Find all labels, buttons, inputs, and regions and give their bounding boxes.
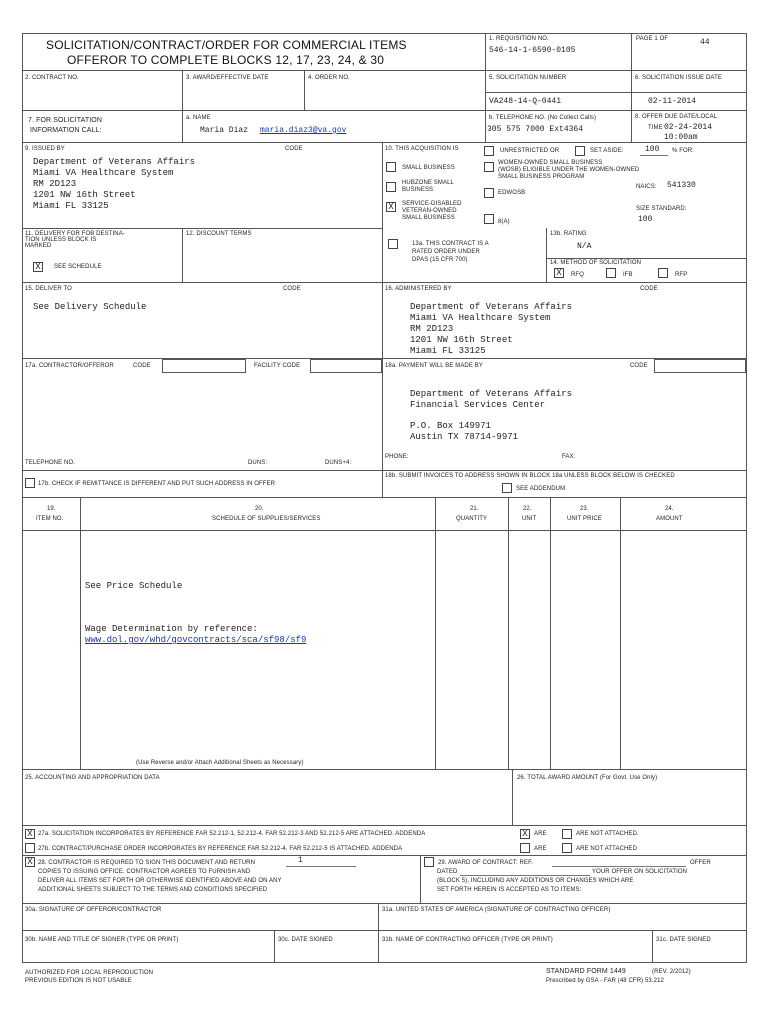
award-date-label: 3. AWARD/EFFECTIVE DATE xyxy=(186,75,269,81)
name-label: a. NAME xyxy=(186,115,211,121)
address-line: Department of Veterans Affairs xyxy=(410,389,573,399)
col23-header: UNIT PRICE xyxy=(567,516,602,522)
address-line: 1201 NW 16th Street xyxy=(410,335,513,345)
ifb-checkbox[interactable] xyxy=(606,268,616,278)
award-29-line3: (BLOCK 5), INCLUDING ANY ADDITIONS OR CHANGES WHICH ARE xyxy=(437,878,634,884)
see-addendum-label: SEE ADDENDUM xyxy=(516,486,566,492)
payment-code-field[interactable] xyxy=(654,359,746,373)
offer-due-date[interactable]: 02-24-2014 xyxy=(664,123,713,132)
sdvosb-checkbox[interactable]: X xyxy=(386,202,396,212)
acquisition-label: 10. THIS ACQUISITION IS xyxy=(385,146,459,152)
address-line: Financial Services Center xyxy=(410,400,546,410)
signature-30a-label: 30a. SIGNATURE OF OFFEROR/CONTRACTOR xyxy=(25,907,162,913)
col24-number: 24. xyxy=(665,506,674,512)
addenda-b-are-not-checkbox[interactable] xyxy=(562,843,572,853)
contact-email-link[interactable]: maria.diaz3@va.gov xyxy=(260,126,347,135)
award-29-line4: SET FORTH HEREIN IS ACCEPTED AS TO ITEMS: xyxy=(437,887,582,893)
address-line: Austin TX 78714-9971 xyxy=(410,432,519,442)
form-subtitle: OFFEROR TO COMPLETE BLOCKS 12, 17, 23, 24, & 30 xyxy=(67,53,385,67)
administered-code-label: CODE xyxy=(640,286,658,292)
addenda-b-are-label: ARE xyxy=(534,846,547,852)
address-line: Department of Veterans Affairs xyxy=(33,157,196,167)
wosb-label-3: SMALL BUSINESS PROGRAM xyxy=(498,174,585,180)
address-line: Miami FL 33125 xyxy=(410,346,486,356)
phone-label: PHONE: xyxy=(385,454,409,460)
payment-code-label: CODE xyxy=(630,363,648,369)
ifb-label: IFB xyxy=(623,272,633,278)
addenda-are-checkbox[interactable]: X xyxy=(520,829,530,839)
footer-form: STANDARD FORM 1449 xyxy=(546,968,626,975)
facility-code-label: FACILITY CODE xyxy=(254,363,301,369)
percent-for-label: % FOR: xyxy=(672,148,694,154)
naics-label: NAICS: xyxy=(636,184,657,190)
address-line: Department of Veterans Affairs xyxy=(410,302,573,312)
rating-value[interactable]: N/A xyxy=(577,242,592,251)
clause-28-line4: ADDITIONAL SHEETS SUBJECT TO THE TERMS AND CONDITIONS SPECIFIED xyxy=(38,887,268,893)
addenda-b-are-checkbox[interactable] xyxy=(520,843,530,853)
rfq-checkbox[interactable]: X xyxy=(554,268,564,278)
contractor-label: 17a. CONTRACTOR/OFFEROR xyxy=(25,363,114,369)
footer-prescribed: Prescribed by GSA - FAR (48 CFR) 53.212 xyxy=(546,978,664,984)
delivery-fob-label: 11. DELIVERY FOR FOB DESTINA- xyxy=(25,231,125,237)
rated-order-label-3: DPAS (15 CFR 700) xyxy=(412,257,468,263)
telephone-no-label: TELEPHONE NO. xyxy=(25,460,75,466)
address-line: Miami VA Healthcare System xyxy=(33,168,174,178)
clause-28-line1: 28. CONTRACTOR IS REQUIRED TO SIGN THIS DOCUMENT AND RETURN xyxy=(38,860,256,866)
addenda-are-not-checkbox[interactable] xyxy=(562,829,572,839)
small-business-label: SMALL BUSINESS xyxy=(402,165,455,171)
accounting-label: 25. ACCOUNTING AND APPROPRIATION DATA xyxy=(25,775,160,781)
see-schedule-checkbox[interactable]: X xyxy=(33,262,43,272)
order-no-label: 4. ORDER NO. xyxy=(308,75,350,81)
sdvosb-label: SERVICE-DISABLED xyxy=(402,201,462,207)
addenda-are-not-label: ARE NOT ATTACHED. xyxy=(576,831,639,837)
reverse-note: (Use Reverse and/or Attach Additional Sheets as Necessary) xyxy=(136,760,304,766)
clause-27b-checkbox[interactable] xyxy=(25,843,35,853)
dated-label: DATED xyxy=(437,869,458,875)
solicitation-no-label: 5. SOLICITATION NUMBER xyxy=(489,75,567,81)
submit-invoices-label: 18b. SUBMIT INVOICES TO ADDRESS SHOWN IN BLOCK 18a UNLESS BLOCK BELOW IS CHECKED xyxy=(385,473,675,479)
telephone-value[interactable]: 305 575 7000 Ext4364 xyxy=(487,125,584,134)
naics-value[interactable]: 541330 xyxy=(667,181,696,190)
address-line: RM 2D123 xyxy=(33,179,77,189)
payment-by-label: 18a. PAYMENT WILL BE MADE BY xyxy=(385,363,483,369)
col21-number: 21. xyxy=(470,506,479,512)
address-line: RM 2D123 xyxy=(410,324,454,334)
wage-determination-label: Wage Determination by reference: xyxy=(85,624,258,634)
signer-30b-label: 30b. NAME AND TITLE OF SIGNER (TYPE OR PRINT) xyxy=(25,937,179,943)
edwosb-checkbox[interactable] xyxy=(484,188,494,198)
address-line: P.O. Box 149971 xyxy=(410,421,492,431)
addenda-b-are-not-label: ARE NOT ATTACHED xyxy=(576,846,637,852)
col19-header: ITEM NO. xyxy=(36,516,64,522)
size-standard-label: SIZE STANDARD: xyxy=(636,206,687,212)
col21-header: QUANTITY xyxy=(456,516,488,522)
hubzone-label: HUBZONE SMALL xyxy=(402,180,454,186)
offer-due-time[interactable]: 10:00am xyxy=(664,133,698,142)
copies-value[interactable]: 1 xyxy=(298,856,303,865)
contact-name[interactable]: Maria Diaz xyxy=(200,126,249,135)
col19-number: 19. xyxy=(47,506,56,512)
delivery-fob-label-2: TION UNLESS BLOCK IS xyxy=(25,237,97,243)
small-business-checkbox[interactable] xyxy=(386,162,396,172)
signature-31a-label: 31a. UNITED STATES OF AMERICA (SIGNATURE OF CONTRACTING OFFICER) xyxy=(382,907,611,913)
issue-date-value[interactable]: 02-11-2014 xyxy=(648,97,697,106)
issue-date-label: 6. SOLICITATION ISSUE DATE xyxy=(635,75,722,81)
wosb-label: WOMEN-OWNED SMALL BUSINESS xyxy=(498,160,603,166)
edwosb-label: EDWOSB xyxy=(498,190,526,196)
unrestricted-label: UNRESTRICTED OR xyxy=(500,148,560,154)
contractor-code-label: CODE xyxy=(133,363,151,369)
form-title: SOLICITATION/CONTRACT/ORDER FOR COMMERCIAL ITEMS xyxy=(46,38,407,52)
set-aside-label: SET ASIDE: xyxy=(590,148,624,154)
page-label: PAGE 1 OF xyxy=(636,36,669,42)
method-label: 14. METHOD OF SOLICITATION xyxy=(550,260,642,266)
hubzone-label-2: BUSINESS xyxy=(402,187,434,193)
footer-rev: (REV. 2/2012) xyxy=(652,969,691,975)
award-29-line1: 29. AWARD OF CONTRACT: REF. xyxy=(438,860,533,866)
col24-header: AMOUNT xyxy=(656,516,683,522)
rated-order-label-2: RATED ORDER UNDER xyxy=(412,249,480,255)
contractor-code-field[interactable] xyxy=(162,359,246,373)
rfp-checkbox[interactable] xyxy=(658,268,668,278)
clause-28-line2: COPIES TO ISSUING OFFICE. CONTRACTOR AGREES TO FURNISH AND xyxy=(38,869,251,875)
clause-28-checkbox[interactable]: X xyxy=(25,857,35,867)
clause-27b-text: 27b. CONTRACT/PURCHASE ORDER INCORPORATES BY REFERENCE FAR 52.212-4. FAR 52.212-5 IS ATTACHED. ADDENDA xyxy=(38,846,403,852)
sdvosb-label-3: SMALL BUSINESS xyxy=(402,215,455,221)
address-line: Miami FL 33125 xyxy=(33,201,109,211)
sdvosb-label-2: VETERAN-OWNED xyxy=(402,208,457,214)
deliver-to-label: 15. DELIVER TO xyxy=(25,286,72,292)
issued-by-code-label: CODE xyxy=(285,146,303,152)
footer-prev: PREVIOUS EDITION IS NOT USABLE xyxy=(25,978,132,984)
see-addendum-checkbox[interactable] xyxy=(502,483,512,493)
col22-header: UNIT xyxy=(522,516,537,522)
your-offer-label: YOUR OFFER ON SOLICITATION xyxy=(592,869,688,875)
see-price-schedule: See Price Schedule xyxy=(85,581,183,591)
offer-due-label: 8. OFFER DUE DATE/LOCAL xyxy=(635,114,718,120)
set-aside-checkbox[interactable] xyxy=(575,146,585,156)
address-line: 1201 NW 16th Street xyxy=(33,190,136,200)
col20-number: 20. xyxy=(255,506,264,512)
size-standard-value[interactable]: 100 xyxy=(638,215,653,224)
fax-label: FAX: xyxy=(562,454,576,460)
telephone-label: b. TELEPHONE NO. (No Collect Calls) xyxy=(489,115,597,121)
solicitation-info-label-2: INFORMATION CALL: xyxy=(30,127,102,134)
solicitation-info-label: 7. FOR SOLICITATION xyxy=(28,117,102,124)
hubzone-checkbox[interactable] xyxy=(386,182,396,192)
offer-label: OFFER xyxy=(690,860,711,866)
date-31c-label: 31c. DATE SIGNED xyxy=(656,937,711,943)
requisition-label: 1. REQUISITION NO. xyxy=(489,36,549,42)
rfp-label: RFP xyxy=(675,272,688,278)
wage-determination-link[interactable]: www.dol.gov/whd/govcontracts/sca/sf98/sf9 xyxy=(85,635,307,645)
clause-28-line3: DELIVER ALL ITEMS SET FORTH OR OTHERWISE IDENTIFIED ABOVE AND ON ANY xyxy=(38,878,282,884)
col22-number: 22. xyxy=(523,506,532,512)
award-29-checkbox[interactable] xyxy=(424,857,434,867)
time-label: TIME xyxy=(648,125,663,131)
facility-code-field[interactable] xyxy=(310,359,382,373)
remittance-checkbox[interactable] xyxy=(25,478,35,488)
clause-27a-checkbox[interactable]: X xyxy=(25,829,35,839)
duns-label: DUNS: xyxy=(248,460,268,466)
rated-order-checkbox[interactable] xyxy=(388,239,398,249)
total-award-label: 26. TOTAL AWARD AMOUNT (For Govt. Use Only) xyxy=(517,775,658,781)
eight-a-checkbox[interactable] xyxy=(484,214,494,224)
wosb-label-2: (WOSB) ELIGIBLE UNDER THE WOMEN-OWNED xyxy=(498,167,640,173)
delivery-fob-label-3: MARKED xyxy=(25,243,52,249)
deliver-to-code-label: CODE xyxy=(283,286,301,292)
contract-no-label: 2. CONTRACT NO. xyxy=(25,75,79,81)
administered-by-label: 16. ADMINISTERED BY xyxy=(385,286,452,292)
issued-by-label: 9. ISSUED BY xyxy=(25,146,65,152)
unrestricted-checkbox[interactable] xyxy=(484,146,494,156)
col23-number: 23. xyxy=(580,506,589,512)
deliver-to-value[interactable]: See Delivery Schedule xyxy=(33,302,147,312)
rfq-label: RFQ xyxy=(571,272,584,278)
address-line: Miami VA Healthcare System xyxy=(410,313,551,323)
addenda-are-label: ARE xyxy=(534,831,547,837)
date-30c-label: 30c. DATE SIGNED xyxy=(278,937,333,943)
set-aside-percent[interactable]: 100 xyxy=(645,145,660,154)
eight-a-label: 8(A) xyxy=(498,219,510,225)
rating-label: 13b. RATING xyxy=(550,231,587,237)
footer-auth: AUTHORIZED FOR LOCAL REPRODUCTION xyxy=(25,970,154,976)
duns4-label: DUNS+4: xyxy=(325,460,352,466)
requisition-value[interactable]: 546-14-1-6590-0105 xyxy=(489,46,576,55)
remittance-label: 17b. CHECK IF REMITTANCE IS DIFFERENT AND PUT SUCH ADDRESS IN OFFER xyxy=(38,481,276,487)
wosb-checkbox[interactable] xyxy=(484,162,494,172)
see-schedule-label: SEE SCHEDULE xyxy=(54,264,102,270)
col20-header: SCHEDULE OF SUPPLIES/SERVICES xyxy=(212,516,321,522)
officer-31b-label: 31b. NAME OF CONTRACTING OFFICER (TYPE OR PRINT) xyxy=(382,937,553,943)
rated-order-label: 13a. THIS CONTRACT IS A xyxy=(412,241,489,247)
page-total: 44 xyxy=(700,38,710,47)
solicitation-no-value[interactable]: VA248-14-Q-0441 xyxy=(489,97,562,106)
clause-27a-text: 27a. SOLICITATION INCORPORATES BY REFERENCE FAR 52.212-1, 52.212-4. FAR 52.212-3 AND 52.212-5 ARE ATTACHED. ADDENDA xyxy=(38,831,426,837)
discount-terms-label: 12. DISCOUNT TERMS xyxy=(186,231,252,237)
